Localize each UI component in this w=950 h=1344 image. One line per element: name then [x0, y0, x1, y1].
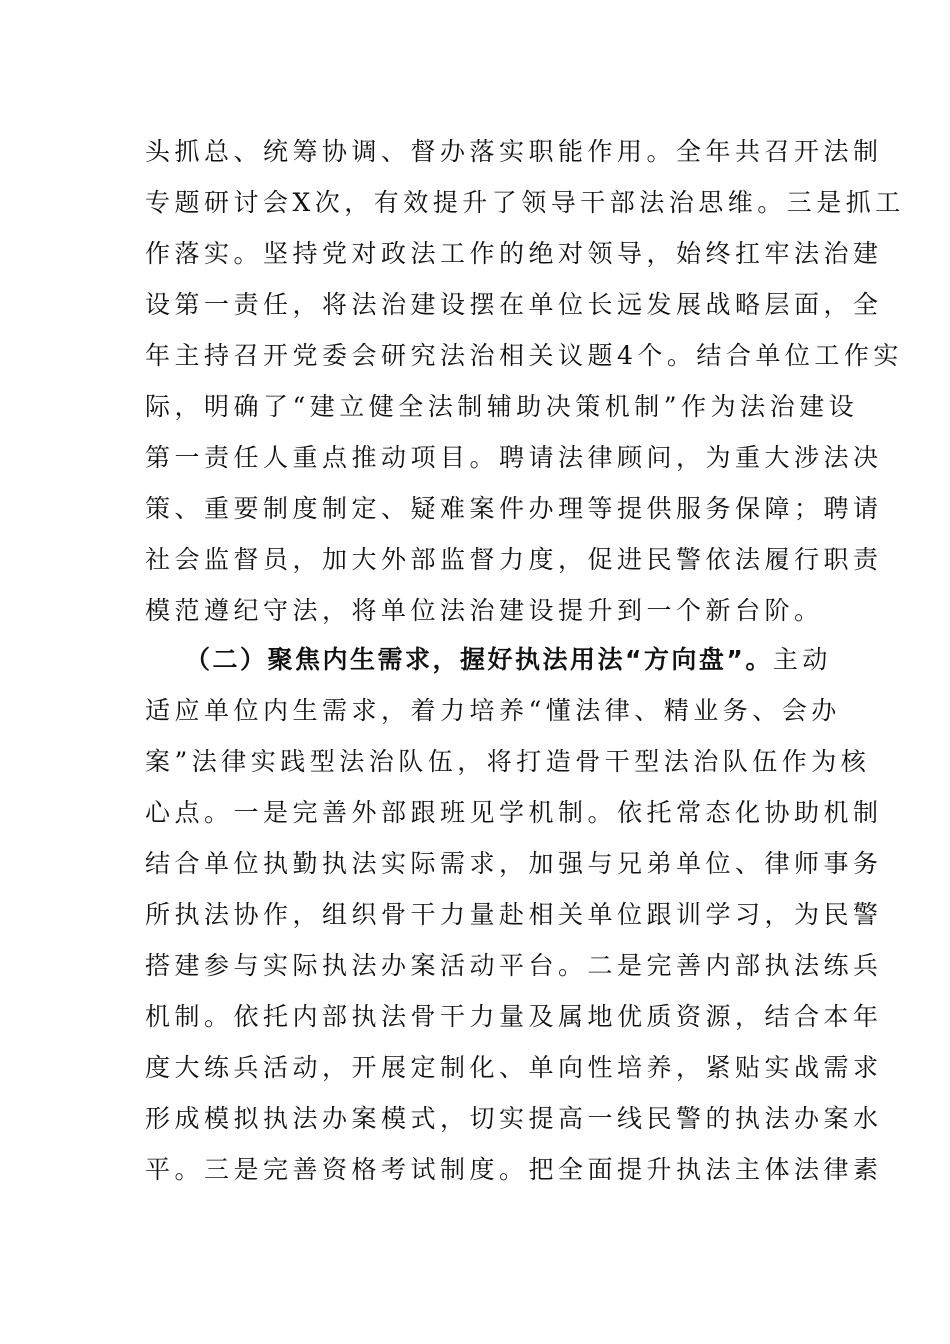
paragraph-1-line: 作落实。坚持党对政法工作的绝对领导，始终扛牢法治建 — [145, 239, 883, 268]
paragraph-2-line: 所执法协作，组织骨干力量赴相关单位跟训学习，为民警 — [145, 900, 883, 929]
paragraph-2-line: 案”法律实践型法治队伍，将打造骨干型法治队伍作为核 — [145, 747, 871, 776]
paragraph-2-line: 搭建参与实际执法办案活动平台。二是完善内部执法练兵 — [145, 951, 883, 980]
paragraph-2-first-line — [145, 634, 832, 685]
paragraph-2-line: 结合单位执勤执法实际需求，加强与兄弟单位、律师事务 — [145, 849, 883, 878]
paragraph-2-line: 心点。一是完善外部跟班见学机制。依托常态化协助机制 — [145, 798, 883, 827]
paragraph-1-line: 头抓总、统筹协调、督办落实职能作用。全年共召开法制 — [145, 137, 883, 166]
paragraph-2-line: 机制。依托内部执法骨干力量及属地优质资源，结合本年 — [145, 1002, 883, 1031]
section-heading: （二）聚焦内生需求，握好执法用法“方向盘”。 — [185, 645, 773, 674]
paragraph-2-line: 形成模拟执法办案模式，切实提高一线民警的执法办案水 — [145, 1104, 883, 1133]
paragraph-1-line: 设第一责任，将法治建设摆在单位长远发展战略层面，全 — [145, 290, 883, 319]
paragraph-2-line: 度大练兵活动，开展定制化、单向性培养，紧贴实战需求 — [145, 1053, 883, 1082]
paragraph-1-line: 第一责任人重点推动项目。聘请法律顾问，为重大涉法决 — [145, 443, 883, 472]
paragraph-2-line: 适应单位内生需求，着力培养“懂法律、精业务、会办 — [145, 696, 841, 725]
paragraph-1-line: 模范遵纪守法，将单位法治建设提升到一个新台阶。 — [145, 596, 824, 625]
paragraph-2 — [145, 634, 883, 1195]
paragraph-2-line: 平。三是完善资格考试制度。把全面提升执法主体法律素 — [145, 1155, 883, 1184]
paragraph-1-line: 社会监督员，加大外部监督力度，促进民警依法履行职责 — [145, 545, 883, 574]
paragraph-2-first-line-rest: 主动 — [772, 645, 832, 674]
paragraph-1-line: 年主持召开党委会研究法治相关议题4个。结合单位工作实 — [145, 341, 903, 370]
paragraph-1 — [145, 126, 905, 636]
paragraph-1-line: 策、重要制度制定、疑难案件办理等提供服务保障；聘请 — [145, 494, 883, 523]
paragraph-1-line: 际，明确了“建立健全法制辅助决策机制”作为法治建设 — [145, 392, 859, 421]
paragraph-1-line: 专题研讨会Ⅹ次，有效提升了领导干部法治思维。三是抓工 — [145, 188, 905, 217]
